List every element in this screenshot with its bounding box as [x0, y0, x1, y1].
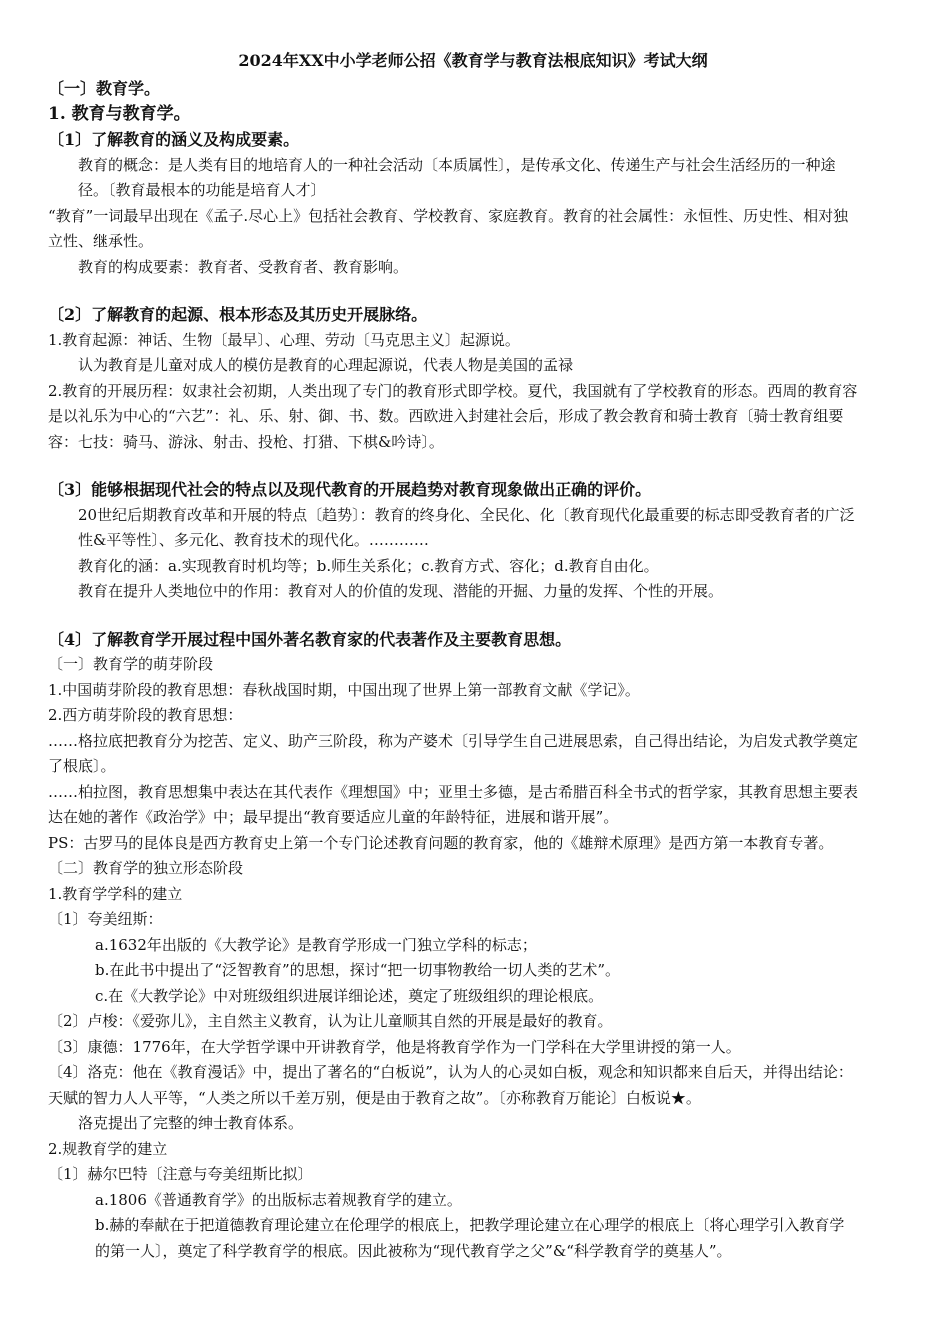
- paragraph-spacer: [48, 605, 858, 627]
- paragraph-spacer: [48, 455, 858, 477]
- body-paragraph: 教育化的涵：a.实现教育时机均等；b.师生关系化；c.教育方式、容化；d.教育自由化。: [78, 556, 659, 575]
- body-paragraph: 〔1〕夸美纽斯：: [48, 910, 163, 928]
- body-paragraph: ……格拉底把教育分为挖苦、定义、助产三阶段，称为产婆术〔引导学生自己进展思索，自己得出结论，为启发式教学奠定了根底〕。: [48, 731, 859, 775]
- section-heading: 〔1〕了解教育的涵义及构成要素。: [48, 130, 300, 149]
- body-paragraph: 〔3〕康德：1776年，在大学哲学课中开讲教育学，他是将教育学作为一门学科在大学里讲授的第一人。: [48, 1037, 741, 1056]
- body-paragraph: 〔1〕赫尔巴特〔注意与夸美纽斯比拟〕: [48, 1165, 313, 1183]
- body-paragraph: 1.教育学学科的建立: [48, 884, 183, 903]
- body-paragraph: 洛克提出了完整的绅士教育体系。: [78, 1114, 304, 1132]
- body-paragraph: 1.教育起源：神话、生物〔最早〕、心理、劳动〔马克思主义〕起源说。: [48, 330, 520, 349]
- document-title: 2024年XX中小学老师公招《教育学与教育法根底知识》考试大纲: [238, 51, 708, 70]
- body-paragraph: PS：古罗马的昆体良是西方教育史上第一个专门论述教育问题的教育家，他的《雄辩术原理》是西方第一本教育专著。: [48, 833, 834, 852]
- body-paragraph: b.在此书中提出了“泛智教育”的思想，探讨“把一切事物教给一切人类的艺术”。: [95, 961, 621, 979]
- section-heading: 〔4〕了解教育学开展过程中国外著名教育家的代表著作及主要教育思想。: [48, 629, 572, 649]
- body-paragraph: 认为教育是儿童对成人的模仿是教育的心理起源说，代表人物是美国的孟禄: [78, 356, 574, 374]
- document-body: [48, 76, 858, 1264]
- body-paragraph: 2.教育的开展历程：奴隶社会初期，人类出现了专门的教育形式即学校。夏代，我国就有了学校教育的形态。西周的教育容是以礼乐为中心的“六艺”：礼、乐、射、御、书、数。西欧进入封建社会后，形成了教会教育和骑士教育〔骑士教育组要容：七技：骑马、游泳、射击、投枪、打猎、下棋&吟诗〕。: [48, 381, 858, 451]
- body-paragraph: ……柏拉图，教育思想集中表达在其代表作《理想国》中；亚里士多德，是古希腊百科全书式的哲学家，其教育思想主要表达在她的著作《政治学》中；最早提出“教育要适应儿童的年龄特征，进展和谐开展”。: [48, 782, 859, 826]
- body-paragraph: a.1632年出版的《大教学论》是教育学形成一门独立学科的标志；: [95, 935, 537, 954]
- body-paragraph: 2.西方萌芽阶段的教育思想：: [48, 706, 243, 724]
- body-paragraph: 〔2〕卢梭：《爱弥儿》，主自然主义教育，认为让儿童顺其自然的开展是最好的教育。: [48, 1012, 613, 1030]
- body-paragraph: 20世纪后期教育改革和开展的特点〔趋势〕：教育的终身化、全民化、化〔教育现代化最重要的标志即受教育者的广泛性&平等性〕、多元化、教育技术的现代化。…………: [78, 505, 855, 549]
- body-paragraph: 2.规教育学的建立: [48, 1139, 168, 1158]
- paragraph-spacer: [48, 280, 858, 302]
- body-paragraph: 1.中国萌芽阶段的教育思想：春秋战国时期，中国出现了世界上第一部教育文献《学记》。: [48, 680, 640, 699]
- body-paragraph: c.在《大教学论》中对班级组织进展详细论述，奠定了班级组织的理论根底。: [95, 986, 604, 1005]
- body-paragraph: 教育的构成要素：教育者、受教育者、教育影响。: [78, 257, 409, 276]
- body-paragraph: 教育的概念：是人类有目的地培育人的一种社会活动〔本质属性〕，是传承文化、传递生产与社会生活经历的一种途径。〔教育最根本的功能是培育人才〕: [78, 155, 836, 199]
- section-heading: 1. 教育与教育学。: [48, 103, 191, 124]
- section-heading: 〔2〕了解教育的起源、根本形态及其历史开展脉络。: [48, 305, 428, 324]
- body-paragraph: a.1806《普通教育学》的出版标志着规教育学的建立。: [95, 1190, 462, 1209]
- section-heading: 〔一〕教育学。: [48, 79, 161, 98]
- body-paragraph: 〔4〕洛克：他在《教育漫话》中，提出了著名的“白板说”，认为人的心灵如白板，观念和知识都来自后天，并得出结论：天赋的智力人人平等，“人类之所以千差万别，便是由于教育之故”。〔亦称教育万能论〕白板说★。: [48, 1063, 853, 1107]
- body-paragraph: b.赫的奉献在于把道德教育理论建立在伦理学的根底上，把教学理论建立在心理学的根底上〔将心理学引入教育学的第一人〕，奠定了科学教育学的根底。因此被称为“现代教育学之父”&“科学教育学的奠基人”。: [95, 1216, 845, 1260]
- body-paragraph: 教育在提升人类地位中的作用：教育对人的价值的发现、潜能的开掘、力量的发挥、个性的开展。: [78, 582, 724, 600]
- body-paragraph: “教育”一词最早出现在《孟子.尽心上》包括社会教育、学校教育、家庭教育。教育的社会属性：永恒性、历史性、相对独立性、继承性。: [48, 206, 849, 250]
- body-paragraph: 〔二〕教育学的独立形态阶段: [48, 859, 244, 877]
- section-heading: 〔3〕能够根据现代社会的特点以及现代教育的开展趋势对教育现象做出正确的评价。: [48, 480, 652, 499]
- body-paragraph: 〔一〕教育学的萌芽阶段: [48, 655, 214, 673]
